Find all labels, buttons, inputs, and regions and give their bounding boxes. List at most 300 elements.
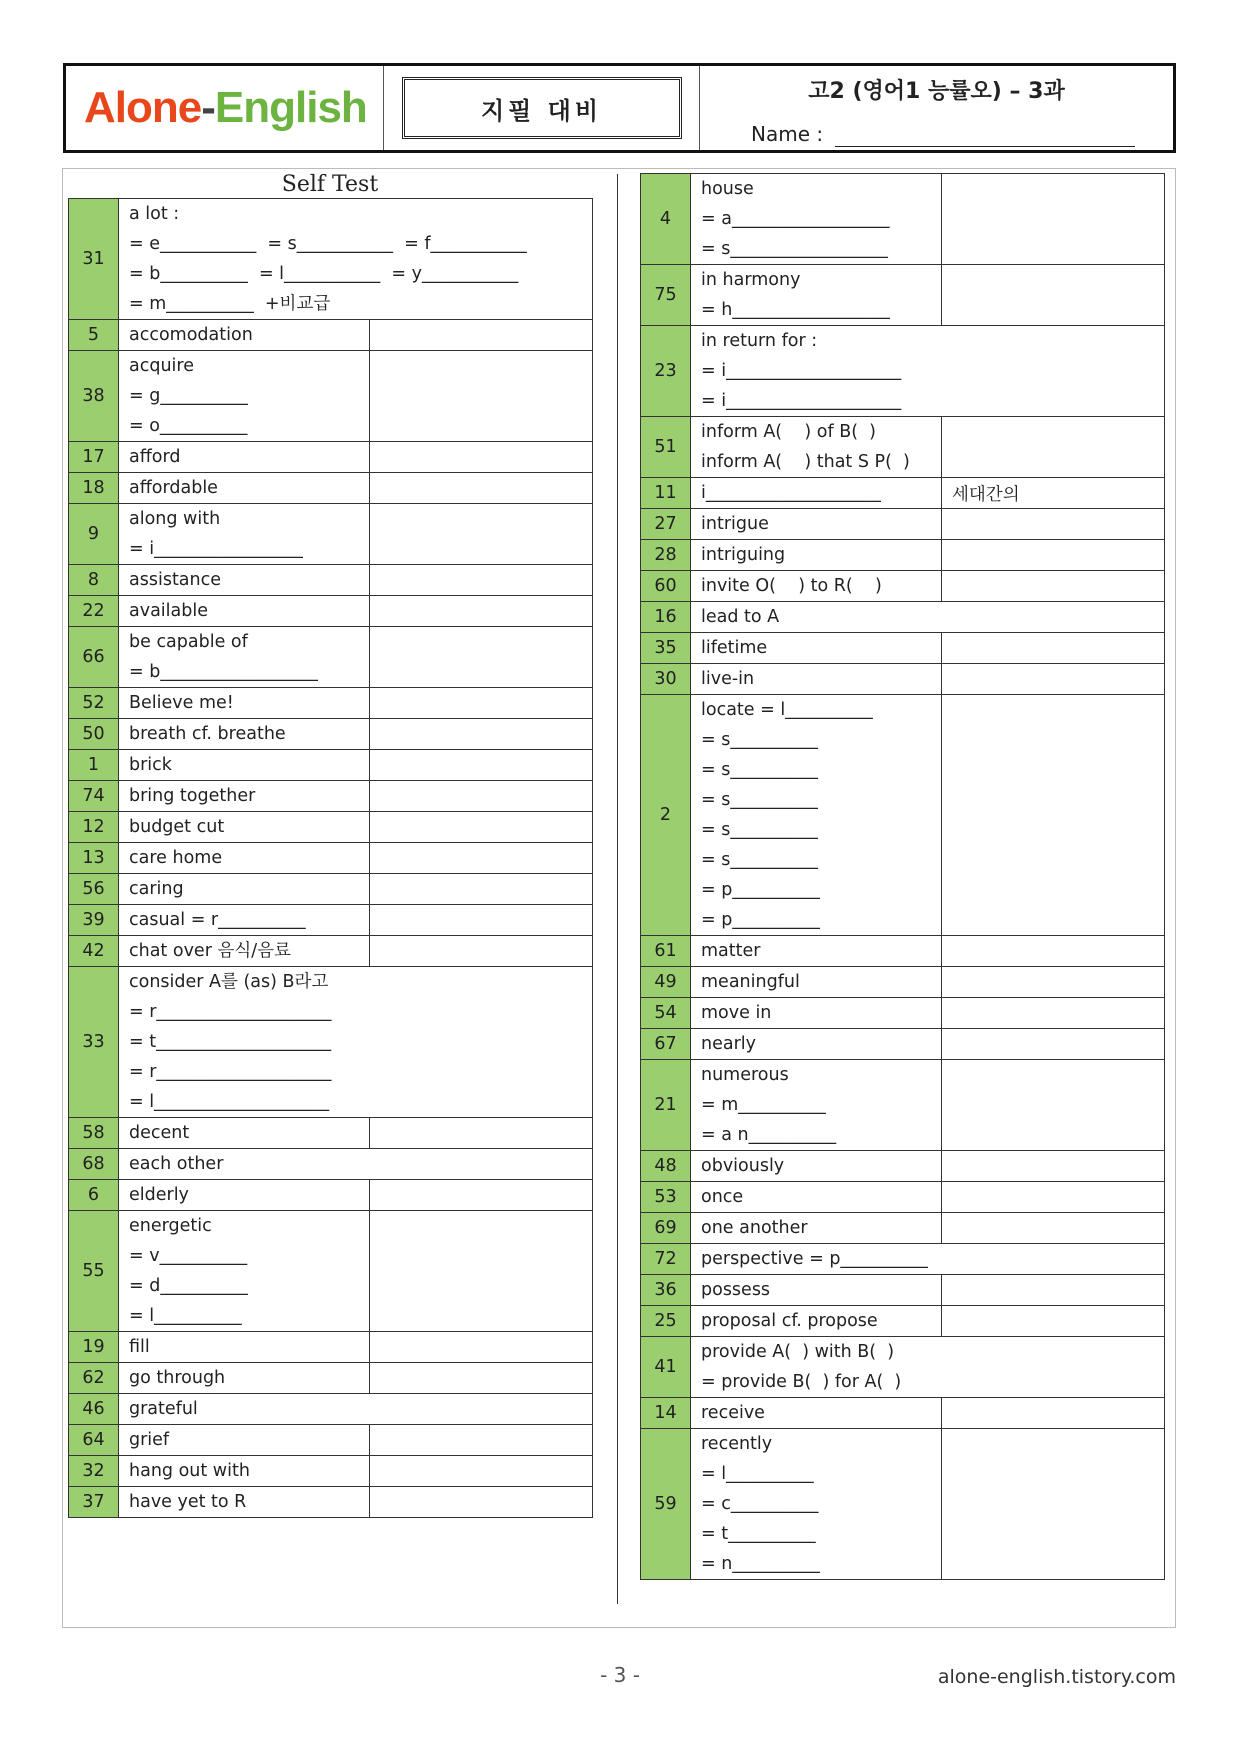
- answer-cell[interactable]: [370, 1180, 593, 1211]
- term-line: in return for :: [701, 331, 818, 351]
- vocab-term: [119, 1211, 370, 1332]
- item-number: 28: [641, 540, 691, 571]
- vocab-row: [69, 1456, 593, 1487]
- item-number: 48: [641, 1151, 691, 1182]
- column-divider: [617, 174, 618, 1604]
- term-line: = d__________: [129, 1276, 248, 1296]
- vocab-row: [69, 442, 593, 473]
- term-line: have yet to R: [129, 1492, 247, 1512]
- vocab-term: [119, 1332, 370, 1363]
- vocab-term: [119, 596, 370, 627]
- term-line: = i____________________: [701, 391, 902, 411]
- answer-cell[interactable]: [942, 1306, 1165, 1337]
- vocab-row: [69, 1118, 593, 1149]
- term-line: assistance: [129, 570, 222, 590]
- item-number: 14: [641, 1398, 691, 1429]
- answer-cell[interactable]: [942, 936, 1165, 967]
- item-number: 27: [641, 509, 691, 540]
- answer-cell[interactable]: [942, 1060, 1165, 1151]
- vocab-term: [119, 473, 370, 504]
- term-line: = t____________________: [129, 1032, 332, 1052]
- vocab-term: [691, 1306, 942, 1337]
- vocab-row: [641, 695, 1165, 936]
- item-number: 36: [641, 1275, 691, 1306]
- vocab-row: [641, 571, 1165, 602]
- term-line: = a n__________: [701, 1125, 837, 1145]
- answer-cell[interactable]: [942, 1398, 1165, 1429]
- term-line: = t__________: [701, 1524, 816, 1544]
- answer-cell[interactable]: [942, 1213, 1165, 1244]
- term-line: caring: [129, 879, 184, 899]
- meaning-hint: 세대간의: [942, 478, 1165, 509]
- term-line: consider A를 (as) B라고: [129, 972, 329, 992]
- page-number: - 3 -: [600, 1663, 640, 1687]
- item-number: 16: [641, 602, 691, 633]
- answer-cell[interactable]: [370, 750, 593, 781]
- vocab-row: [69, 905, 593, 936]
- vocab-term: [119, 1456, 370, 1487]
- item-number: 23: [641, 326, 691, 417]
- vocab-term: [691, 540, 942, 571]
- answer-cell[interactable]: [942, 695, 1165, 936]
- item-number: 49: [641, 967, 691, 998]
- item-number: 68: [69, 1149, 119, 1180]
- term-line: proposal cf. propose: [701, 1311, 878, 1331]
- term-line: = s__________: [701, 820, 818, 840]
- self-test-title: Self Test: [281, 172, 379, 197]
- vocab-row: [641, 1429, 1165, 1580]
- term-line: budget cut: [129, 817, 225, 837]
- term-line: nearly: [701, 1034, 756, 1054]
- item-number: 9: [69, 504, 119, 565]
- vocab-row: [69, 688, 593, 719]
- term-line: lead to A: [701, 607, 780, 627]
- item-number: 54: [641, 998, 691, 1029]
- item-number: 62: [69, 1363, 119, 1394]
- vocab-term: [119, 1487, 370, 1518]
- item-number: 11: [641, 478, 691, 509]
- term-line: care home: [129, 848, 223, 868]
- term-line: live-in: [701, 669, 755, 689]
- term-line: = b__________ = l___________ = y___________: [129, 264, 519, 284]
- item-number: 4: [641, 174, 691, 265]
- answer-cell[interactable]: [370, 442, 593, 473]
- answer-cell[interactable]: [370, 688, 593, 719]
- vocab-row: [641, 540, 1165, 571]
- item-number: 51: [641, 417, 691, 478]
- worksheet-title: 고2 (영어1 능률오) – 3과: [808, 79, 1065, 104]
- answer-cell[interactable]: [370, 1425, 593, 1456]
- answer-cell[interactable]: [942, 967, 1165, 998]
- answer-cell[interactable]: [370, 1363, 593, 1394]
- item-number: 74: [69, 781, 119, 812]
- term-line: brick: [129, 755, 172, 775]
- term-line: one another: [701, 1218, 808, 1238]
- term-line: once: [701, 1187, 744, 1207]
- vocab-term: [691, 1182, 942, 1213]
- term-line: accomodation: [129, 325, 253, 345]
- answer-cell[interactable]: [370, 504, 593, 565]
- vocab-row: [641, 1029, 1165, 1060]
- vocab-row: [69, 781, 593, 812]
- term-line: invite O( ) to R( ): [701, 576, 882, 596]
- term-line: bring together: [129, 786, 256, 806]
- answer-cell[interactable]: [370, 1456, 593, 1487]
- vocab-term: [691, 1060, 942, 1151]
- vocab-row: [69, 1487, 593, 1518]
- vocab-term: [691, 509, 942, 540]
- answer-cell[interactable]: [370, 351, 593, 442]
- answer-cell[interactable]: [370, 473, 593, 504]
- vocab-row: [641, 1244, 1165, 1275]
- item-number: 17: [69, 442, 119, 473]
- answer-cell[interactable]: [370, 596, 593, 627]
- answer-cell[interactable]: [942, 664, 1165, 695]
- answer-cell[interactable]: [370, 320, 593, 351]
- item-number: 39: [69, 905, 119, 936]
- vocab-term: [119, 874, 370, 905]
- answer-cell[interactable]: [942, 1429, 1165, 1580]
- term-line: = a__________________: [701, 209, 890, 229]
- term-line: = b__________________: [129, 662, 318, 682]
- answer-cell[interactable]: [370, 719, 593, 750]
- vocab-term: [119, 719, 370, 750]
- term-line: go through: [129, 1368, 226, 1388]
- vocab-row: [641, 633, 1165, 664]
- term-line: provide A( ) with B( ): [701, 1342, 895, 1362]
- term-line: locate = l__________: [701, 700, 873, 720]
- vocab-term: [691, 967, 942, 998]
- vocab-term: [119, 1180, 370, 1211]
- item-number: 53: [641, 1182, 691, 1213]
- term-line: = c__________: [701, 1494, 819, 1514]
- vocab-row: [641, 1060, 1165, 1151]
- answer-cell[interactable]: [942, 174, 1165, 265]
- item-number: 52: [69, 688, 119, 719]
- vocab-term: [691, 936, 942, 967]
- term-line: affordable: [129, 478, 218, 498]
- answer-cell[interactable]: [370, 781, 593, 812]
- term-line: grateful: [129, 1399, 198, 1419]
- item-number: 12: [69, 812, 119, 843]
- vocab-row: [69, 320, 593, 351]
- vocab-term: [119, 442, 370, 473]
- term-line: grief: [129, 1430, 170, 1450]
- term-line: = s__________: [701, 790, 818, 810]
- item-number: 6: [69, 1180, 119, 1211]
- item-number: 35: [641, 633, 691, 664]
- item-number: 31: [69, 199, 119, 320]
- item-number: 75: [641, 265, 691, 326]
- item-number: 5: [69, 320, 119, 351]
- term-line: = v__________: [129, 1246, 248, 1266]
- term-line: = p__________: [701, 910, 820, 930]
- brand-logo: Alone - English: [66, 66, 384, 150]
- vocab-row: [69, 967, 593, 1118]
- answer-cell[interactable]: [370, 936, 593, 967]
- vocab-row: [641, 509, 1165, 540]
- answer-cell[interactable]: [370, 565, 593, 596]
- term-line: in harmony: [701, 270, 801, 290]
- vocab-row: [641, 602, 1165, 633]
- vocab-term: [691, 998, 942, 1029]
- vocab-term: [691, 478, 942, 509]
- item-number: 30: [641, 664, 691, 695]
- vocab-term: [119, 1363, 370, 1394]
- vocab-term: [691, 417, 942, 478]
- vocab-row: [69, 627, 593, 688]
- term-line: obviously: [701, 1156, 785, 1176]
- footer-url: alone-english.tistory.com: [937, 1666, 1176, 1688]
- vocab-term: [691, 1398, 942, 1429]
- term-line: = s__________: [701, 730, 818, 750]
- vocab-term: [119, 905, 370, 936]
- item-number: 58: [69, 1118, 119, 1149]
- vocab-row: [69, 1425, 593, 1456]
- answer-cell[interactable]: [942, 1029, 1165, 1060]
- vocab-row: [641, 1182, 1165, 1213]
- item-number: 61: [641, 936, 691, 967]
- vocab-term: [691, 695, 942, 936]
- vocab-term: [119, 750, 370, 781]
- answer-cell[interactable]: [370, 1211, 593, 1332]
- vocab-term: [691, 602, 1165, 633]
- term-line: energetic: [129, 1216, 212, 1236]
- vocab-row: [641, 1306, 1165, 1337]
- vocab-term: [119, 843, 370, 874]
- term-line: numerous: [701, 1065, 789, 1085]
- item-number: 38: [69, 351, 119, 442]
- item-number: 33: [69, 967, 119, 1118]
- answer-cell[interactable]: [942, 998, 1165, 1029]
- item-number: 69: [641, 1213, 691, 1244]
- vocab-term: [691, 1244, 1165, 1275]
- left-vocab-table: [68, 198, 593, 1518]
- vocab-row: [641, 265, 1165, 326]
- term-line: = o__________: [129, 416, 248, 436]
- vocab-term: [691, 1213, 942, 1244]
- exam-type-label: 지필 대비: [402, 77, 682, 139]
- term-line: = p__________: [701, 880, 820, 900]
- vocab-row: [641, 998, 1165, 1029]
- term-line: i____________________: [701, 483, 881, 503]
- vocab-row: [641, 1398, 1165, 1429]
- item-number: 32: [69, 1456, 119, 1487]
- term-line: perspective = p__________: [701, 1249, 928, 1269]
- vocab-row: [69, 596, 593, 627]
- item-number: 50: [69, 719, 119, 750]
- vocab-term: [119, 320, 370, 351]
- vocab-row: [69, 199, 593, 320]
- term-line: = l__________: [701, 1464, 814, 1484]
- answer-cell[interactable]: [942, 265, 1165, 326]
- vocab-term: [691, 1029, 942, 1060]
- term-line: = s__________________: [701, 239, 888, 259]
- answer-cell[interactable]: [942, 1182, 1165, 1213]
- vocab-term: [119, 199, 593, 320]
- term-line: = n__________: [701, 1554, 820, 1574]
- item-number: 42: [69, 936, 119, 967]
- term-line: = provide B( ) for A( ): [701, 1372, 902, 1392]
- term-line: meaningful: [701, 972, 800, 992]
- vocab-row: [69, 1211, 593, 1332]
- term-line: = l____________________: [129, 1092, 330, 1112]
- term-line: = s__________: [701, 850, 818, 870]
- item-number: 60: [641, 571, 691, 602]
- vocab-row: [69, 1363, 593, 1394]
- term-line: intrigue: [701, 514, 769, 534]
- vocab-row: [69, 812, 593, 843]
- item-number: 37: [69, 1487, 119, 1518]
- vocab-term: [691, 174, 942, 265]
- right-vocab-table: [640, 173, 1165, 1580]
- exam-type-cell: [384, 66, 700, 150]
- term-line: = g__________: [129, 386, 248, 406]
- term-line: recently: [701, 1434, 773, 1454]
- term-line: receive: [701, 1403, 765, 1423]
- term-line: = l__________: [129, 1306, 242, 1326]
- item-number: 22: [69, 596, 119, 627]
- answer-cell[interactable]: [370, 874, 593, 905]
- vocab-term: [691, 571, 942, 602]
- vocab-row: [641, 1275, 1165, 1306]
- vocab-term: [119, 504, 370, 565]
- term-line: a lot :: [129, 204, 180, 224]
- vocab-row: [69, 1332, 593, 1363]
- item-number: 64: [69, 1425, 119, 1456]
- item-number: 25: [641, 1306, 691, 1337]
- term-line: breath cf. breathe: [129, 724, 286, 744]
- item-number: 67: [641, 1029, 691, 1060]
- vocab-row: [641, 417, 1165, 478]
- vocab-row: [69, 351, 593, 442]
- answer-cell[interactable]: [942, 509, 1165, 540]
- worksheet-header: [63, 63, 1176, 153]
- vocab-term: [119, 1394, 593, 1425]
- term-line: afford: [129, 447, 181, 467]
- term-line: acquire: [129, 356, 194, 376]
- vocab-term: [691, 1275, 942, 1306]
- item-number: 1: [69, 750, 119, 781]
- answer-cell[interactable]: [370, 1118, 593, 1149]
- answer-cell[interactable]: [942, 633, 1165, 664]
- item-number: 59: [641, 1429, 691, 1580]
- term-line: possess: [701, 1280, 771, 1300]
- term-line: house: [701, 179, 754, 199]
- term-line: casual = r__________: [129, 910, 306, 930]
- term-line: lifetime: [701, 638, 768, 658]
- vocab-row: [69, 874, 593, 905]
- item-number: 56: [69, 874, 119, 905]
- item-number: 55: [69, 1211, 119, 1332]
- item-number: 13: [69, 843, 119, 874]
- vocab-row: [69, 1180, 593, 1211]
- vocab-row: [641, 936, 1165, 967]
- answer-cell[interactable]: [942, 1151, 1165, 1182]
- term-line: = i_________________: [129, 539, 303, 559]
- vocab-row: [69, 1394, 593, 1425]
- term-line: = r____________________: [129, 1062, 332, 1082]
- vocab-term: [119, 627, 370, 688]
- vocab-row: [641, 1151, 1165, 1182]
- answer-cell[interactable]: [942, 1275, 1165, 1306]
- name-blank-line[interactable]: [835, 146, 1135, 147]
- vocab-row: [69, 504, 593, 565]
- vocab-term: [119, 812, 370, 843]
- item-number: 66: [69, 627, 119, 688]
- vocab-term: [119, 967, 593, 1118]
- term-line: = h__________________: [701, 300, 890, 320]
- vocab-term: [119, 351, 370, 442]
- vocab-term: [119, 688, 370, 719]
- name-label: Name :: [751, 122, 824, 146]
- item-number: 21: [641, 1060, 691, 1151]
- item-number: 18: [69, 473, 119, 504]
- vocab-row: [69, 565, 593, 596]
- term-line: decent: [129, 1123, 190, 1143]
- term-line: move in: [701, 1003, 772, 1023]
- term-line: elderly: [129, 1185, 189, 1205]
- term-line: available: [129, 601, 208, 621]
- term-line: along with: [129, 509, 221, 529]
- term-line: intriguing: [701, 545, 786, 565]
- answer-cell[interactable]: [370, 812, 593, 843]
- vocab-row: [69, 473, 593, 504]
- vocab-term: [119, 1425, 370, 1456]
- vocab-row: [69, 843, 593, 874]
- item-number: 72: [641, 1244, 691, 1275]
- vocab-term: [691, 1151, 942, 1182]
- item-number: 19: [69, 1332, 119, 1363]
- answer-cell[interactable]: [370, 627, 593, 688]
- term-line: = m__________ +비교급: [129, 294, 331, 314]
- term-line: = i____________________: [701, 361, 902, 381]
- term-line: = e___________ = s___________ = f___________: [129, 234, 527, 254]
- vocab-row: [641, 326, 1165, 417]
- term-line: matter: [701, 941, 761, 961]
- vocab-term: [119, 1149, 593, 1180]
- vocab-term: [691, 633, 942, 664]
- vocab-row: [69, 1149, 593, 1180]
- vocab-term: [691, 664, 942, 695]
- item-number: 8: [69, 565, 119, 596]
- vocab-row: [69, 936, 593, 967]
- vocab-term: [691, 1429, 942, 1580]
- vocab-term: [119, 565, 370, 596]
- vocab-term: [119, 936, 370, 967]
- answer-cell[interactable]: [370, 905, 593, 936]
- term-line: = m__________: [701, 1095, 826, 1115]
- answer-cell[interactable]: [942, 417, 1165, 478]
- vocab-term: [119, 781, 370, 812]
- term-line: inform A( ) that S P( ): [701, 452, 910, 472]
- item-number: 41: [641, 1337, 691, 1398]
- term-line: hang out with: [129, 1461, 250, 1481]
- vocab-term: [691, 1337, 1165, 1398]
- answer-cell[interactable]: [370, 1332, 593, 1363]
- term-line: Believe me!: [129, 693, 234, 713]
- answer-cell[interactable]: [942, 540, 1165, 571]
- answer-cell[interactable]: [370, 1487, 593, 1518]
- term-line: inform A( ) of B( ): [701, 422, 876, 442]
- term-line: be capable of: [129, 632, 248, 652]
- vocab-row: [641, 478, 1165, 509]
- answer-cell[interactable]: [942, 571, 1165, 602]
- item-number: 2: [641, 695, 691, 936]
- vocab-row: [641, 1213, 1165, 1244]
- vocab-term: [691, 265, 942, 326]
- answer-cell[interactable]: [370, 843, 593, 874]
